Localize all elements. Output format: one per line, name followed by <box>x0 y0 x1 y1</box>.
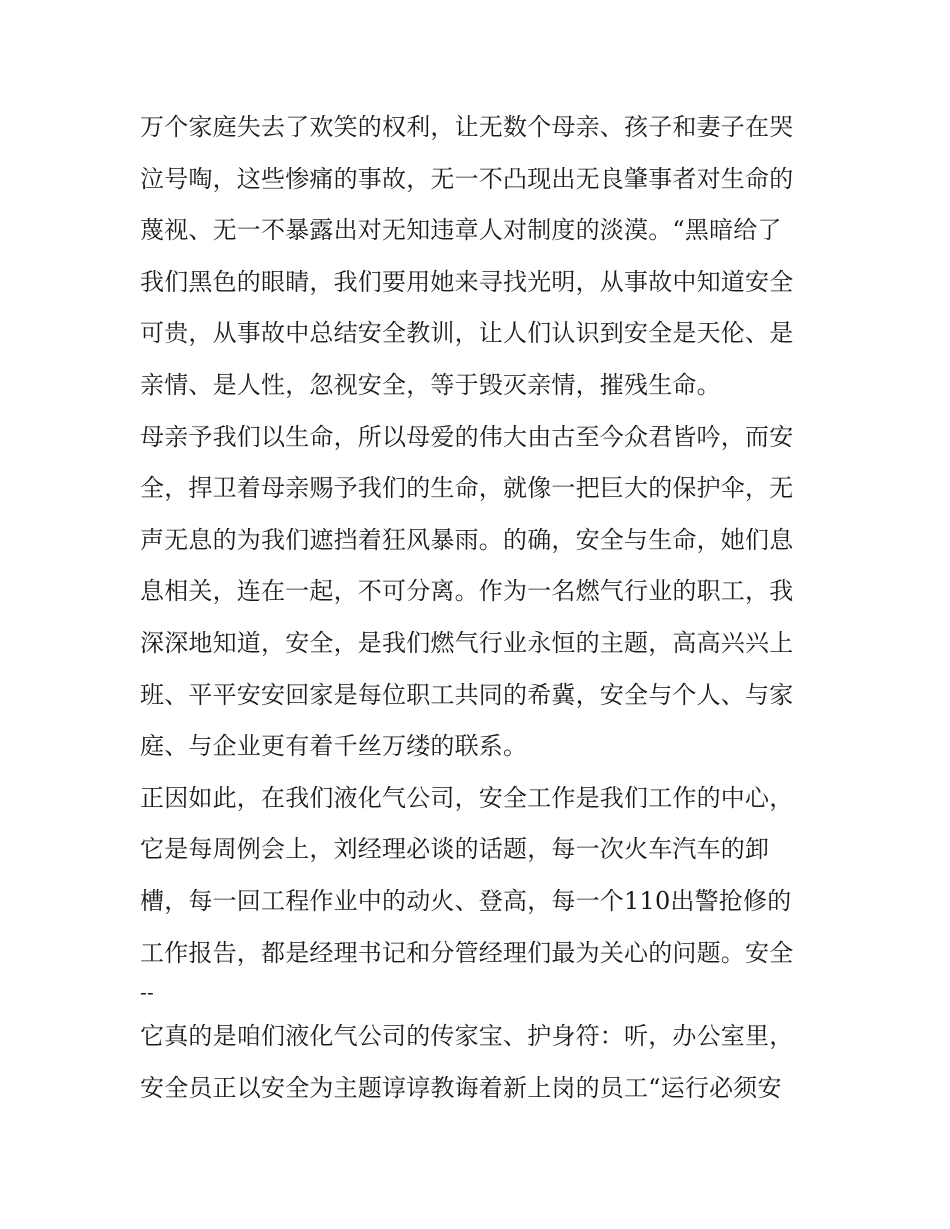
text-line: 工作报告，都是经理书记和分管经理们最为关心的问题。安全 <box>140 938 794 967</box>
text-line: 深深地知道，安全，是我们燃气行业永恒的主题，高高兴兴上 <box>140 628 794 657</box>
text-line: 亲情、是人性，忽视安全，等于毁灭亲情，摧残生命。 <box>140 370 721 399</box>
document-body <box>140 102 812 1114</box>
dash-separator: -- <box>140 980 154 1005</box>
text-line: 我们黑色的眼睛，我们要用她来寻找光明，从事故中知道安全 <box>140 267 794 296</box>
text-line: 全，捍卫着母亲赐予我们的生命，就像一把巨大的保护伞，无 <box>140 474 794 503</box>
text-line: 可贵，从事故中总结安全教训，让人们认识到安全是天伦、是 <box>140 319 794 348</box>
text-line: 班、平平安安回家是每位职工共同的希冀，安全与个人、与家 <box>140 680 794 709</box>
text-line: 万个家庭失去了欢笑的权利，让无数个母亲、孩子和妻子在哭 <box>140 113 794 141</box>
text-line: 安全员正以安全为主题谆谆教诲着新上岗的员工“运行必须安 <box>140 1073 782 1102</box>
text-line: 泣号啕，这些惨痛的事故，无一不凸现出无良肇事者对生命的 <box>140 164 794 193</box>
text-line: 母亲予我们以生命，所以母爱的伟大由古至今众君皆吟，而安 <box>140 422 794 451</box>
text-line: 息相关，连在一起，不可分离。作为一名燃气行业的职工，我 <box>140 577 794 606</box>
text-line: 槽，每一回工程作业中的动火、登高，每一个110出警抢修的 <box>140 886 792 915</box>
text-line: 庭、与企业更有着千丝万缕的联系。 <box>140 732 528 761</box>
text-line: 声无息的为我们遮挡着狂风暴雨。的确，安全与生命，她们息 <box>140 525 794 554</box>
text-line: 它是每周例会上，刘经理必谈的话题，每一次火车汽车的卸 <box>140 835 770 864</box>
text-line: 蔑视、无一不暴露出对无知违章人对制度的淡漠。“黑暗给了 <box>140 216 782 245</box>
text-line: 它真的是咱们液化气公司的传家宝、护身符：听，办公室里， <box>140 1022 794 1051</box>
text-line: 正因如此，在我们液化气公司，安全工作是我们工作的中心， <box>140 783 794 812</box>
